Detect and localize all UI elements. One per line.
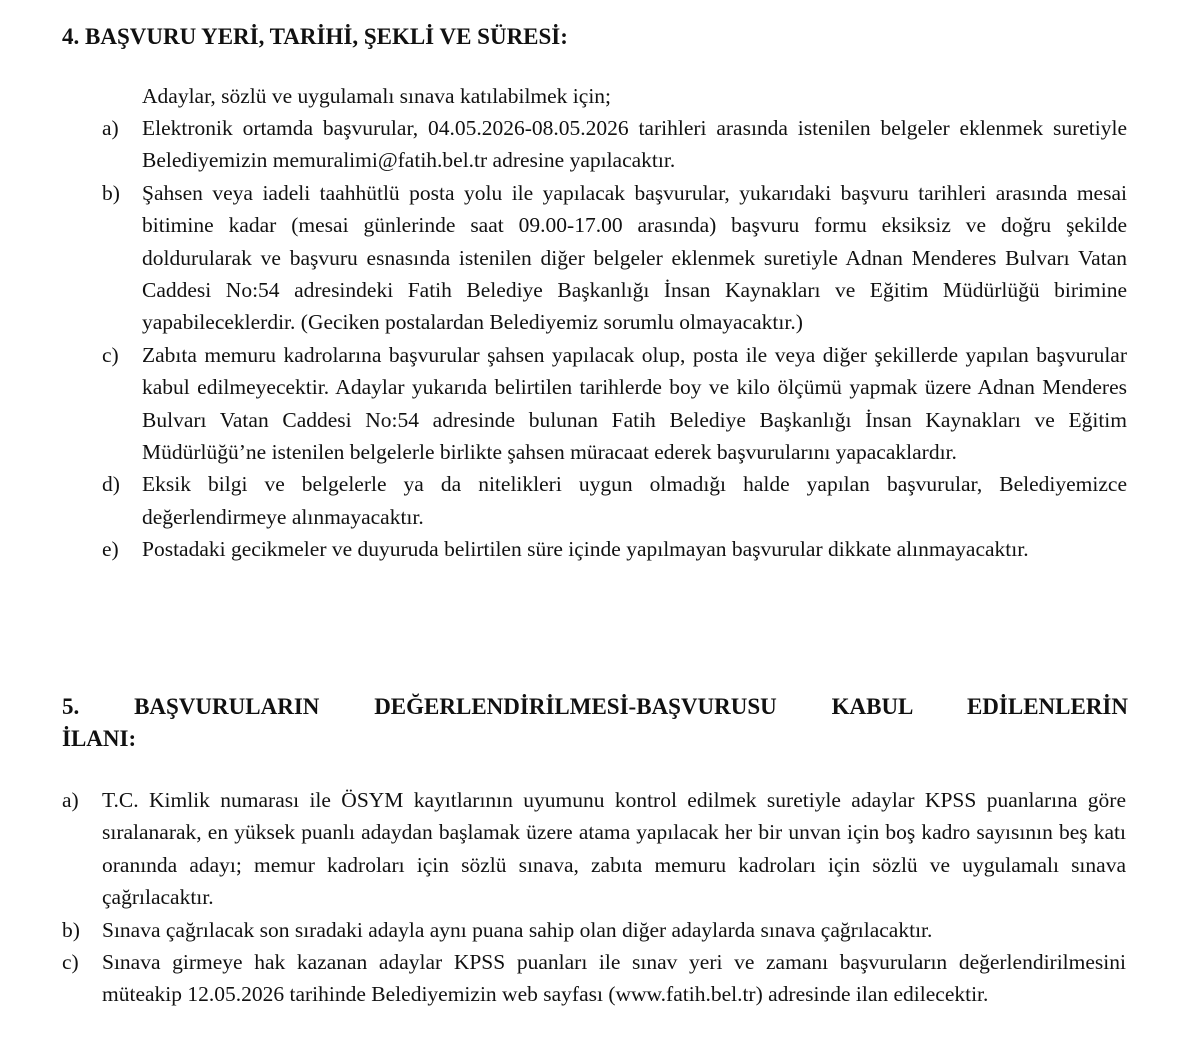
list-marker: b)	[62, 917, 80, 942]
section-5-heading-line-2: İLANI:	[62, 726, 137, 751]
list-item-text: Eksik bilgi ve belgelerle ya da nitelikleri uygun olmadığı halde yapılan başvurular, Belediyemizce değerlendirmeye alınmayacaktır.	[142, 472, 1127, 529]
list-item	[102, 468, 1127, 533]
list-item-text: Postadaki gecikmeler ve duyuruda belirtilen süre içinde yapılmayan başvurular dikkate alınmayacaktır.	[142, 537, 1029, 562]
list-marker: a)	[102, 116, 119, 140]
list-marker: b)	[102, 180, 120, 205]
list-item-text: Elektronik ortamda başvurular, 04.05.2026-08.05.2026 tarihleri arasında istenilen belgeler eklenmek suretiyle Belediyemizin memuralimi@fatih.bel.tr adresine yapılacaktır.	[142, 116, 1127, 173]
list-item-text: Sınava girmeye hak kazanan adaylar KPSS puanları ile sınav yeri ve zamanı başvuruların değerlendirilmesini müteakip 12.05.2026 tarihinde Belediyemizin web sayfası (www.fatih.bel.tr) adresinde ilan edilecektir.	[102, 950, 1126, 1007]
list-marker: c)	[62, 950, 79, 975]
list-item	[102, 112, 1127, 177]
list-item-text: Zabıta memuru kadrolarına başvurular şahsen yapılacak olup, posta ile veya diğer şekillerde yapılan başvurular kabul edilmeyecektir. Adaylar yukarıda belirtilen tarihlerde boy ve kilo ölçümü yapmak üzere Adnan Menderes Bulvarı Vatan Caddesi No:54 adresinde bulunan Fatih Belediye Başkanlığı İnsan Kaynakları ve Eğitim Müdürlüğü’ne istenilen belgelerle birlikte şahsen müracaat ederek başvurularını yapacaklardır.	[142, 342, 1127, 465]
section-5-heading	[62, 691, 1128, 755]
list-item	[102, 339, 1127, 469]
list-item	[102, 533, 1127, 565]
list-item	[62, 914, 1126, 946]
list-item-text: Şahsen veya iadeli taahhütlü posta yolu ile yapılacak başvurular, yukarıdaki başvuru tarihleri arasında mesai bitimine kadar (mesai günlerinde saat 09.00-17.00 arasında) başvuru formu eksiksiz ve doğru şekilde doldurularak ve başvuru esnasında istenilen diğer belgeler eklenmek suretiyle Adnan Menderes Bulvarı Vatan Caddesi No:54 adresindeki Fatih Belediye Başkanlığı İnsan Kaynakları ve Eğitim Müdürlüğü birimine yapabileceklerdir. (Geciken postalardan Belediyemiz sorumlu olmayacaktır.)	[142, 180, 1127, 335]
list-marker: c)	[102, 342, 119, 367]
list-marker: a)	[62, 788, 79, 812]
list-item	[102, 177, 1127, 339]
section-5-heading-line-1: 5. BAŞVURULARIN DEĞERLENDİRİLMESİ-BAŞVURUSU KABUL EDİLENLERİN	[62, 694, 1128, 719]
list-item-text: T.C. Kimlik numarası ile ÖSYM kayıtlarının uyumunu kontrol edilmek suretiyle adaylar KPSS puanlarına göre sıralanarak, en yüksek puanlı adaydan başlamak üzere atama yapılacak her bir unvan için boş kadro sayısının beş katı oranında adayı; memur kadroları için sözlü sınava, zabıta memuru kadroları için sözlü ve uygulamalı sınava çağrılacaktır.	[102, 788, 1126, 910]
section-4-intro: Adaylar, sözlü ve uygulamalı sınava katılabilmek için;	[142, 84, 612, 108]
section-4-list	[102, 112, 1127, 566]
list-item	[62, 946, 1126, 1011]
section-5-list	[62, 784, 1126, 1011]
list-item-text: Sınava çağrılacak son sıradaki adayla aynı puana sahip olan diğer adaylarda sınava çağrılacaktır.	[102, 917, 933, 942]
list-item	[62, 784, 1126, 914]
list-marker: e)	[102, 537, 119, 562]
section-4-heading: 4. BAŞVURU YERİ, TARİHİ, ŞEKLİ VE SÜRESİ:	[62, 24, 568, 49]
list-marker: d)	[102, 472, 120, 497]
